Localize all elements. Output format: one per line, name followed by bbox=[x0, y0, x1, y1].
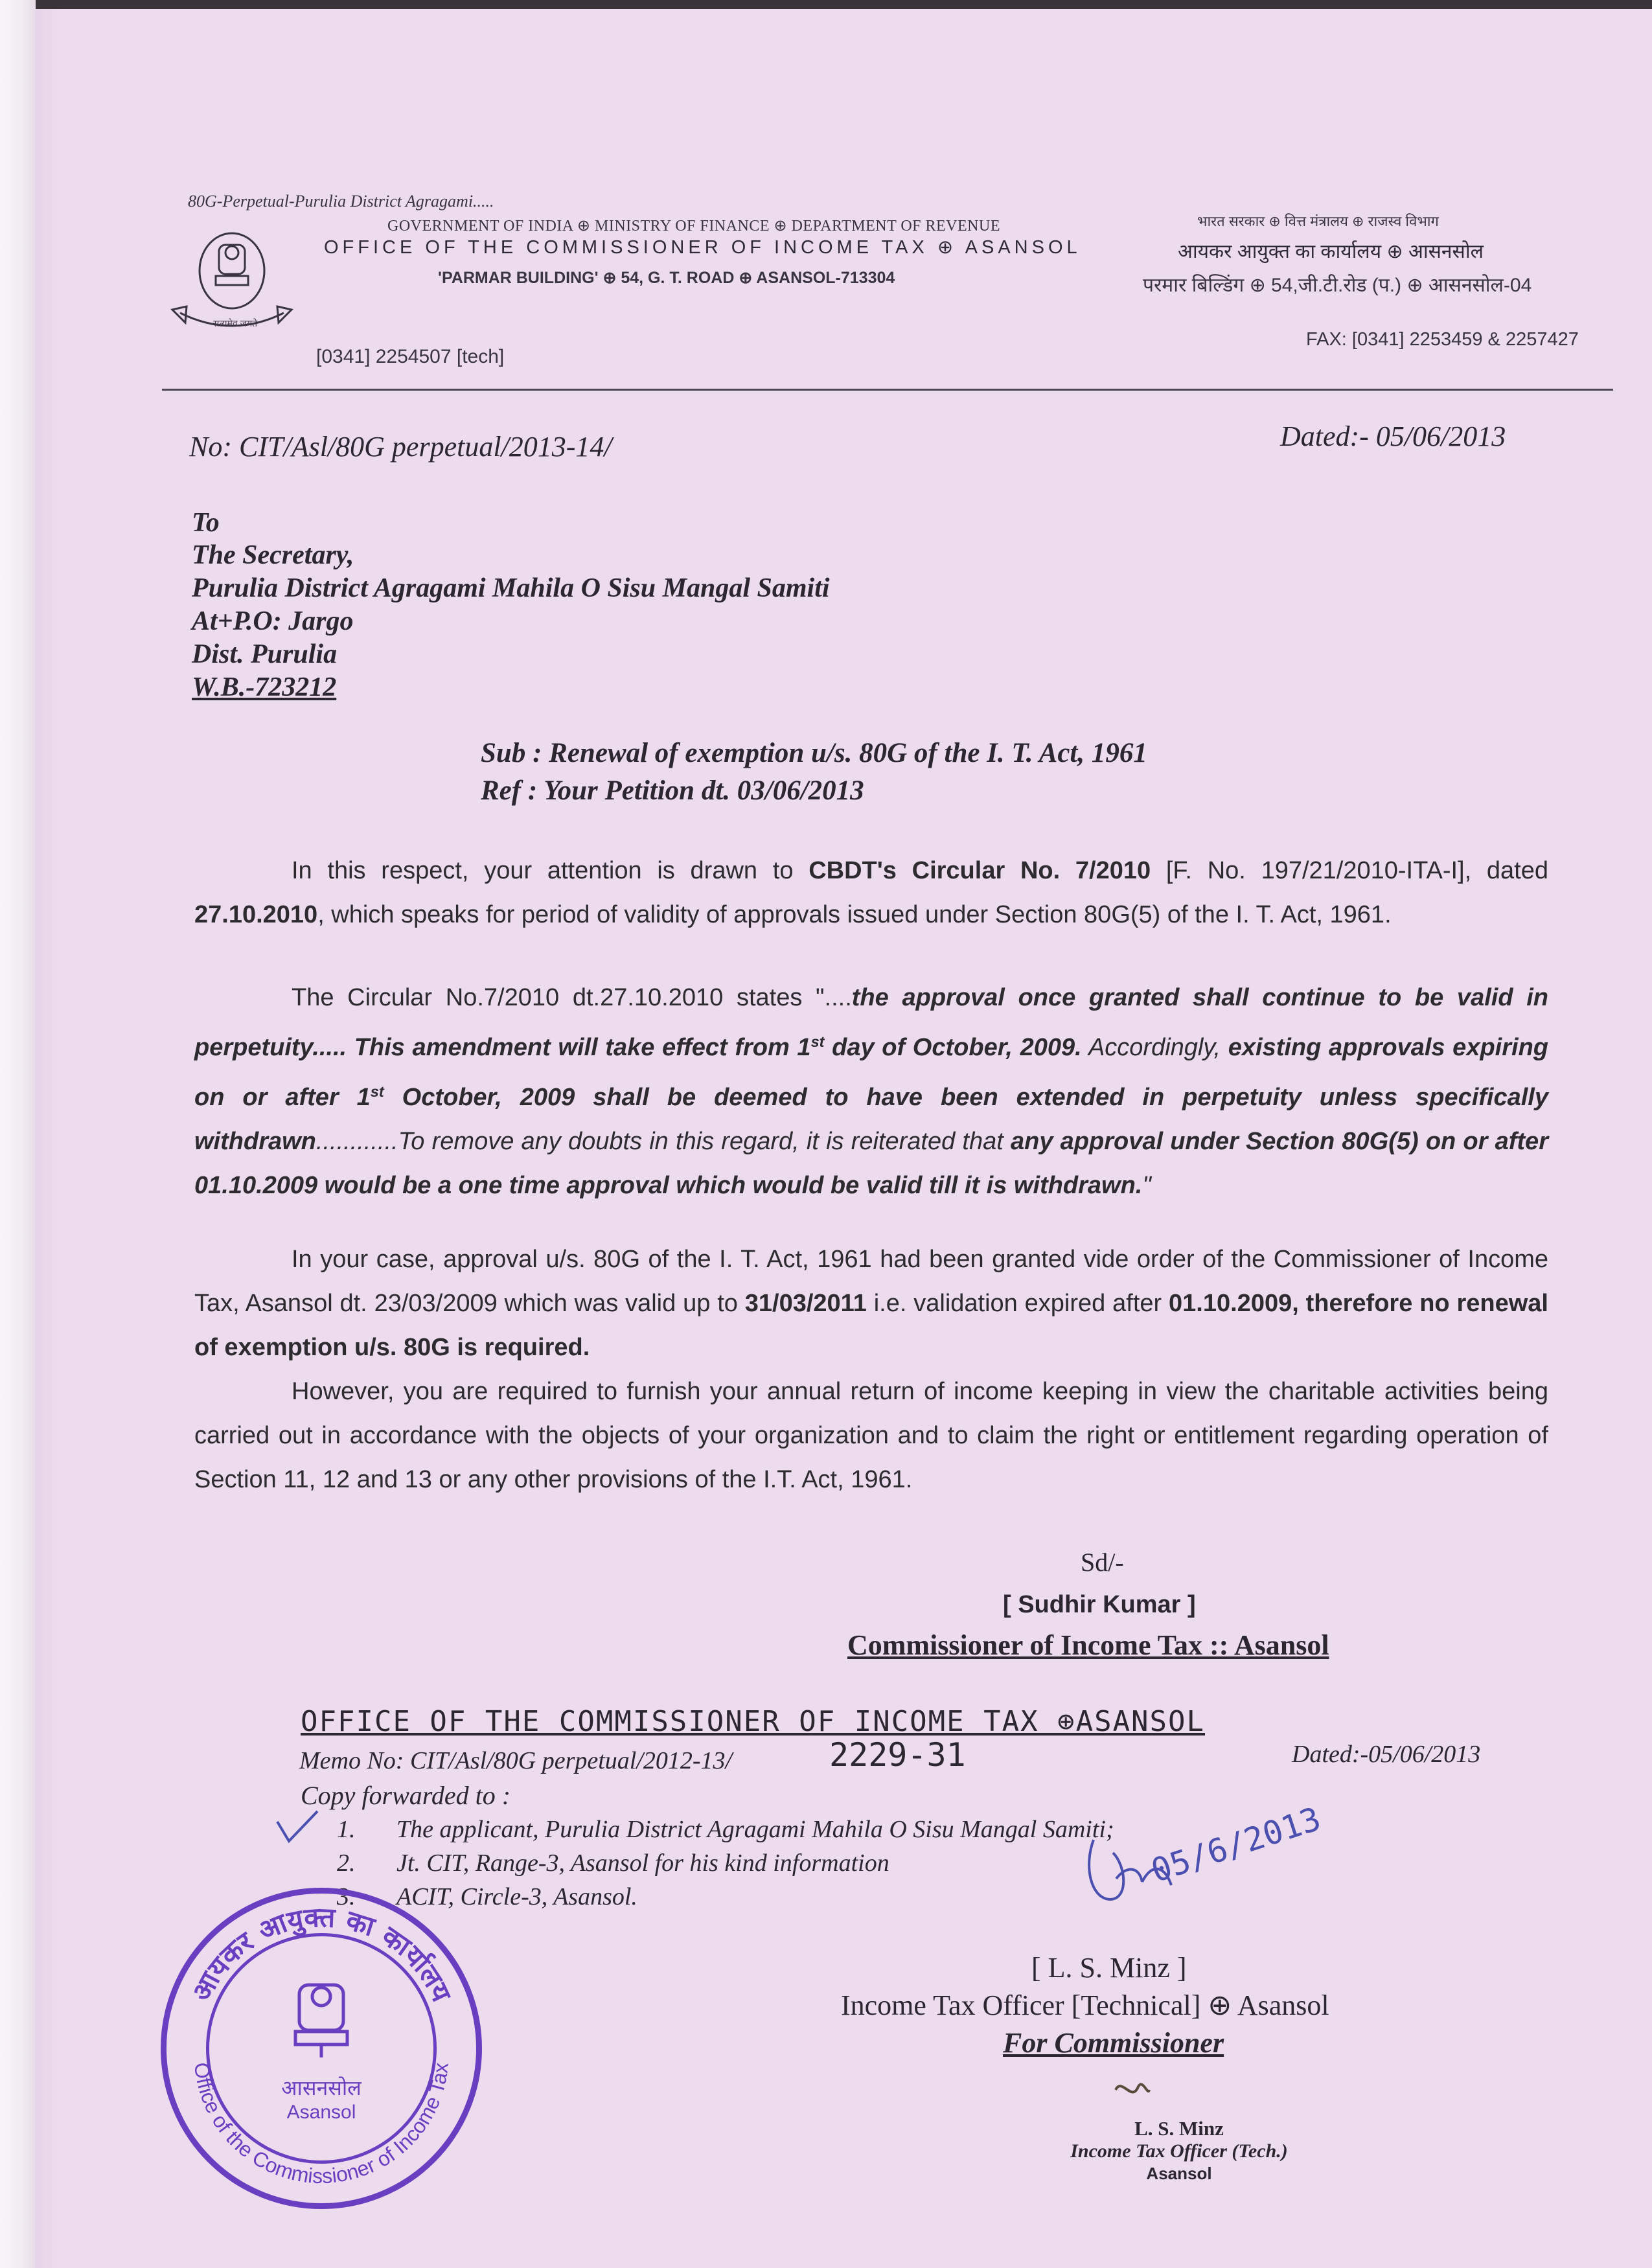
signatory-title: Commissioner of Income Tax :: Asansol bbox=[847, 1629, 1329, 1661]
list-item: 2. Jt. CIT, Range-3, Asansol for his kind information bbox=[337, 1850, 889, 1877]
recipient-block bbox=[192, 539, 830, 704]
to-label: To bbox=[192, 508, 220, 538]
signatory-name: [ Sudhir Kumar ] bbox=[1003, 1591, 1196, 1618]
subject-line: Sub : Renewal of exemption u/s. 80G of the I. T. Act, 1961 bbox=[481, 738, 1147, 768]
scan-edge-top bbox=[0, 0, 1652, 9]
memo-heading: OFFICE OF THE COMMISSIONER OF INCOME TAX ⊕ASANSOL bbox=[301, 1705, 1206, 1738]
memo-number: Memo No: CIT/Asl/80G perpetual/2012-13/ bbox=[299, 1747, 733, 1774]
letterhead-divider bbox=[162, 389, 1613, 391]
emblem-motto: सत्यमेव जयते bbox=[212, 318, 258, 328]
seal-top-text: आयकर आयुक्त का कार्यालय bbox=[185, 1901, 458, 2007]
hindi-address-line: परमार बिल्डिंग ⊕ 54,जी.टी.रोड (प.) ⊕ आसनसोल-04 bbox=[1143, 275, 1532, 296]
svg-text:आयकर आयुक्त का कार्यालय bbox=[185, 1901, 458, 2007]
stamp-officer-name: L. S. Minz bbox=[1134, 2117, 1224, 2140]
file-ref-note: 80G-Perpetual-Purulia District Agragami..... bbox=[188, 192, 494, 211]
office-seal-text bbox=[161, 1888, 482, 2209]
recipient-line: At+P.O: Jargo bbox=[192, 606, 354, 636]
office-line: OFFICE OF THE COMMISSIONER OF INCOME TAX ⊕ ASANSOL bbox=[324, 237, 1081, 258]
officer-designation: Income Tax Officer [Technical] ⊕ Asansol bbox=[841, 1989, 1329, 2021]
seal-bottom-text: Office of the Commissioner of Income Tax bbox=[189, 2061, 453, 2188]
handwritten-date: 05/6/2013 bbox=[1147, 1800, 1325, 1890]
memo-date: Dated:-05/06/2013 bbox=[1292, 1741, 1481, 1768]
seal-center-en: Asansol bbox=[286, 2102, 356, 2123]
officer-name: [ L. S. Minz ] bbox=[1031, 1952, 1187, 1984]
seal-center-hindi: आसनसोल bbox=[281, 2076, 361, 2100]
letter-date: Dated:- 05/06/2013 bbox=[1280, 420, 1506, 452]
body-paragraph-3: In your case, approval u/s. 80G of the I. T. Act, 1961 had been granted vide order of the Commissioner of Income Tax, Asansol dt. 23/03/2009 which was valid up to 31/03/2011 i.e. validation expired after 01.10.2009, therefore no renewal of exemption u/s. 80G is required. bbox=[194, 1246, 1548, 1361]
recipient-line: The Secretary, bbox=[192, 540, 354, 570]
memo-handwritten-number: 2229-31 bbox=[829, 1736, 966, 1774]
gov-line: GOVERNMENT OF INDIA ⊕ MINISTRY OF FINANCE ⊕ DEPARTMENT OF REVENUE bbox=[387, 218, 1000, 235]
copy-forwarded-label: Copy forwarded to : bbox=[301, 1781, 511, 1810]
signature-scribble-icon bbox=[1109, 2070, 1154, 2109]
stamp-officer-place: Asansol bbox=[1146, 2164, 1212, 2183]
address-line: 'PARMAR BUILDING' ⊕ 54, G. T. ROAD ⊕ ASANSOL-713304 bbox=[438, 269, 895, 287]
list-item: 1. The applicant, Purulia District Agragami Mahila O Sisu Mangal Samiti; bbox=[337, 1816, 1114, 1843]
scan-edge-left bbox=[0, 0, 36, 2268]
stamp-officer-designation: Income Tax Officer (Tech.) bbox=[1070, 2140, 1288, 2162]
office-fax: FAX: [0341] 2253459 & 2257427 bbox=[1306, 329, 1579, 350]
recipient-line: Purulia District Agragami Mahila O Sisu Mangal Samiti bbox=[192, 573, 830, 603]
body-paragraph-4: However, you are required to furnish your annual return of income keeping in view the charitable activities being carried out in accordance with the objects of your organization and to claim the right or entitlement regarding operation of Section 11, 12 and 13 or any other provisions of the I.T. Act, 1961. bbox=[194, 1378, 1548, 1493]
hindi-office-line: आयकर आयुक्त का कार्यालय ⊕ आसनसोल bbox=[1178, 241, 1484, 262]
hindi-gov-line: भारत सरकार ⊕ वित्त मंत्रालय ⊕ राजस्व विभाग bbox=[1197, 213, 1439, 229]
handwritten-tick-icon bbox=[275, 1807, 320, 1846]
for-commissioner: For Commissioner bbox=[1003, 2027, 1224, 2059]
office-phone: [0341] 2254507 [tech] bbox=[316, 346, 505, 367]
list-item: 3. ACIT, Circle-3, Asansol. bbox=[337, 1883, 637, 1910]
seal-emblem-icon bbox=[295, 1985, 347, 2057]
scan-edge-shadow bbox=[36, 9, 62, 2268]
sd-mark: Sd/- bbox=[1081, 1548, 1124, 1577]
recipient-line: Dist. Purulia bbox=[192, 639, 338, 669]
recipient-line: W.B.-723212 bbox=[192, 672, 337, 702]
body-paragraph-2: The Circular No.7/2010 dt.27.10.2010 states "....the approval once granted shall continue to be valid in perpetuity..... This amendment will take effect from 1st day of October, 2009. Accordingly, existing approvals expiring on or after 1st October, 2009 shall be deemed to have been extended in perpetuity unless specifically withdrawn............To remove any doubts in this regard, it is reiterated that any approval under Section 80G(5) on or after 01.10.2009 would be a one time approval which would be valid till it is withdrawn." bbox=[194, 984, 1548, 1199]
body-paragraph-1: In this respect, your attention is drawn to CBDT's Circular No. 7/2010 [F. No. 197/21/2010-ITA-I], dated 27.10.2010, which speaks for period of validity of approvals issued under Section 80G(5) of the I. T. Act, 1961. bbox=[194, 857, 1549, 928]
letter-number: No: CIT/Asl/80G perpetual/2013-14/ bbox=[189, 431, 612, 463]
reference-line: Ref : Your Petition dt. 03/06/2013 bbox=[481, 775, 864, 806]
